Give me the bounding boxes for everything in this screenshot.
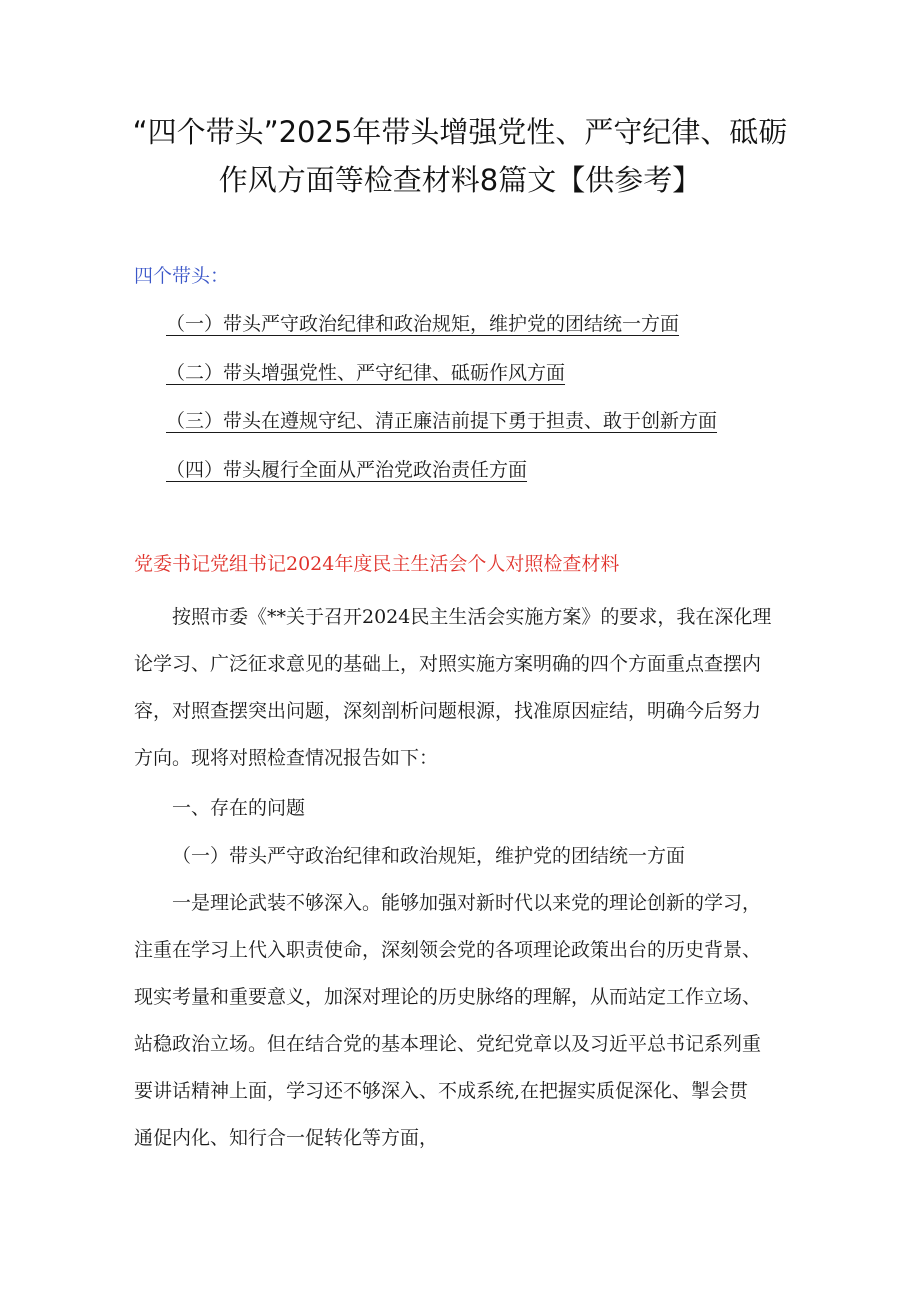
toc-link-4[interactable]: （四）带头履行全面从严治党政治责任方面 bbox=[166, 459, 528, 481]
section-title: 党委书记党组书记2024年度民主生活会个人对照检查材料 bbox=[134, 553, 620, 575]
intro-line-1: 按照市委《**关于召开2024民主生活会实施方案》的要求，我在深化理 bbox=[172, 606, 772, 628]
point-line-3: 现实考量和重要意义，加深对理论的历史脉络的理解，从而站定工作立场、 bbox=[134, 986, 762, 1008]
title-line-1: “四个带头”2025年带头增强党性、严守纪律、砥砺 bbox=[132, 115, 788, 149]
intro-line-4: 方向。现将对照检查情况报告如下： bbox=[134, 747, 439, 769]
document-title bbox=[100, 108, 820, 204]
toc-link-1[interactable]: （一）带头严守政治纪律和政治规矩，维护党的团结统一方面 bbox=[166, 313, 680, 335]
intro-line-2: 论学习、广泛征求意见的基础上，对照实施方案明确的四个方面重点查摆内 bbox=[134, 653, 762, 675]
subheading-1: （一）带头严守政治纪律和政治规矩，维护党的团结统一方面 bbox=[172, 845, 686, 867]
toc-link-2[interactable]: （二）带头增强党性、严守纪律、砥砺作风方面 bbox=[166, 362, 566, 384]
intro-paragraph bbox=[134, 594, 794, 782]
point-line-6: 通促内化、知行合一促转化等方面， bbox=[134, 1127, 439, 1149]
intro-line-3: 容，对照查摆突出问题，深刻剖析问题根源，找准原因症结，明确今后努力 bbox=[134, 700, 762, 722]
point-line-1: 一是理论武装不够深入。能够加强对新时代以来党的理论创新的学习， bbox=[172, 892, 762, 914]
heading-problems: 一、存在的问题 bbox=[172, 797, 306, 819]
toc-link-3[interactable]: （三）带头在遵规守纪、清正廉洁前提下勇于担责、敢于创新方面 bbox=[166, 410, 718, 432]
point-line-5: 要讲话精神上面，学习还不够深入、不成系统,在把握实质促深化、掣会贯 bbox=[134, 1080, 749, 1102]
point-line-2: 注重在学习上代入职责使命，深刻领会党的各项理论政策出台的历史背景、 bbox=[134, 939, 762, 961]
point-line-4: 站稳政治立场。但在结合党的基本理论、党纪党章以及习近平总书记系列重 bbox=[134, 1033, 762, 1055]
title-line-2: 作风方面等检查材料8篇文【供参考】 bbox=[218, 163, 702, 197]
point-paragraph bbox=[134, 880, 794, 1162]
toc-heading: 四个带头： bbox=[134, 265, 230, 287]
